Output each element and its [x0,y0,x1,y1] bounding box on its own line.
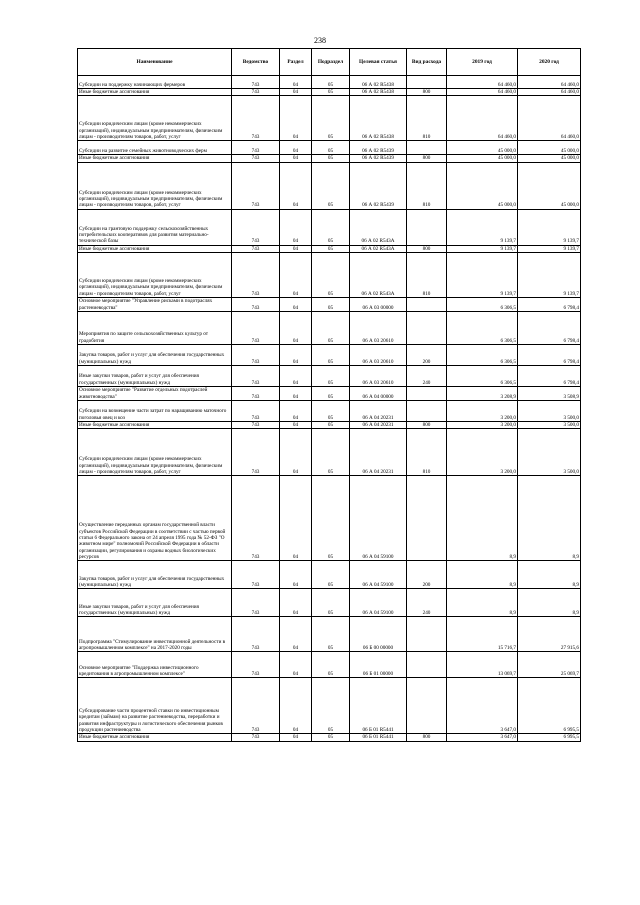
row-podrazdel: 05 [312,155,350,162]
row-expense-type [407,617,447,652]
row-target-article: 06 А 04 20231 [350,401,407,422]
row-vedomstvo: 743 [232,253,280,298]
row-razdel: 04 [280,734,312,741]
row-amount-2019: 64 460,0 [447,76,518,89]
row-amount-2019: 3 200,0 [447,401,518,422]
row-expense-type: 810 [407,429,447,476]
row-amount-2019: 64 460,0 [447,96,518,141]
row-target-article: 06 Б 01 00000 [350,652,407,678]
row-amount-2020: 45 000,0 [518,141,581,155]
row-podrazdel: 05 [312,366,350,387]
row-amount-2020: 6 995,5 [518,678,581,734]
row-target-article: 06 Б 01 R5441 [350,734,407,741]
row-name: Основное мероприятие "Развитие отдельных подотраслей животноводства" [78,387,232,401]
row-expense-type [407,209,447,245]
row-podrazdel: 05 [312,312,350,345]
row-name: Основное мероприятие "Поддержка инвестиционного кредитования в агропромышленном комплексе" [78,652,232,678]
row-vedomstvo: 743 [232,678,280,734]
row-razdel: 04 [280,141,312,155]
row-expense-type [407,298,447,312]
row-amount-2020: 6 995,5 [518,734,581,741]
row-amount-2019: 64 460,0 [447,89,518,96]
row-name: Осуществление переданных органам государственной власти субъектов Российской Федерации в соответствии с частью первой статьи 6 Федерального закона от 24 апреля 1995 года № 52-ФЗ "О животном мире" полномочий Российской Федерации в области организации, регулирования и охраны водных биологических ресурсов [78,476,232,561]
row-expense-type: 810 [407,253,447,298]
row-amount-2019: 15 716,7 [447,617,518,652]
row-target-article: 06 А 04 59100 [350,589,407,617]
budget-table [77,48,581,742]
row-name: Субсидии на развитие семейных животноводческих ферм [78,141,232,155]
row-razdel: 04 [280,401,312,422]
row-expense-type [407,401,447,422]
table-row [78,401,581,422]
row-razdel: 04 [280,589,312,617]
table-row [78,345,581,366]
row-amount-2019: 3 200,0 [447,429,518,476]
row-expense-type: 810 [407,96,447,141]
row-amount-2020: 64 460,0 [518,76,581,89]
row-vedomstvo: 743 [232,561,280,589]
row-vedomstvo: 743 [232,652,280,678]
row-name: Иные закупки товаров, работ и услуг для обеспечения государственных (муниципальных) нужд [78,589,232,617]
row-razdel: 04 [280,429,312,476]
row-razdel: 04 [280,253,312,298]
table-row [78,209,581,245]
row-podrazdel: 05 [312,387,350,401]
row-podrazdel: 05 [312,678,350,734]
row-amount-2020: 64 460,0 [518,89,581,96]
row-amount-2019: 8,9 [447,589,518,617]
row-expense-type: 810 [407,162,447,209]
row-razdel: 04 [280,652,312,678]
row-expense-type [407,652,447,678]
table-row [78,429,581,476]
table-row [78,561,581,589]
row-podrazdel: 05 [312,89,350,96]
row-amount-2020: 8,9 [518,476,581,561]
row-podrazdel: 05 [312,429,350,476]
row-name: Закупка товаров, работ и услуг для обеспечения государственных (муниципальных) нужд [78,561,232,589]
row-vedomstvo: 743 [232,387,280,401]
row-podrazdel: 05 [312,141,350,155]
row-podrazdel: 05 [312,561,350,589]
row-target-article: 06 А 04 59100 [350,476,407,561]
row-name: Мероприятия по защите сельскохозяйственных культур от градобития [78,312,232,345]
row-vedomstvo: 743 [232,476,280,561]
row-target-article: 06 Б 00 00000 [350,617,407,652]
row-target-article: 06 А 02 R5439 [350,162,407,209]
table-row [78,245,581,252]
row-name: Иные бюджетные ассигнования [78,422,232,429]
row-razdel: 04 [280,561,312,589]
row-name: Субсидии юридическим лицам (кроме некоммерческих организаций), индивидуальным предпринимателям, физическим лицам - производителям товаров, работ, услуг [78,429,232,476]
row-vedomstvo: 743 [232,162,280,209]
table-row [78,298,581,312]
row-expense-type: 800 [407,734,447,741]
row-amount-2020: 3 500,0 [518,422,581,429]
row-vedomstvo: 743 [232,89,280,96]
row-target-article: 06 А 03 20610 [350,366,407,387]
row-amount-2019: 3 647,0 [447,678,518,734]
row-vedomstvo: 743 [232,589,280,617]
header-expense-type: Вид расхода [407,49,447,76]
row-amount-2019: 6 306,5 [447,366,518,387]
row-target-article: 06 А 02 R543А [350,209,407,245]
row-razdel: 04 [280,366,312,387]
table-row [78,617,581,652]
row-vedomstvo: 743 [232,209,280,245]
row-podrazdel: 05 [312,253,350,298]
row-podrazdel: 05 [312,345,350,366]
row-expense-type: 800 [407,245,447,252]
row-podrazdel: 05 [312,162,350,209]
table-row [78,155,581,162]
row-amount-2020: 64 460,0 [518,96,581,141]
row-expense-type [407,141,447,155]
row-expense-type [407,678,447,734]
row-vedomstvo: 743 [232,298,280,312]
row-podrazdel: 05 [312,209,350,245]
row-target-article: 06 А 02 R5439 [350,141,407,155]
table-row [78,366,581,387]
row-target-article: 06 А 02 R5438 [350,76,407,89]
row-vedomstvo: 743 [232,245,280,252]
table-row [78,96,581,141]
row-podrazdel: 05 [312,734,350,741]
row-name: Основное мероприятие "Управление рисками в подотраслях растениеводства" [78,298,232,312]
row-target-article: 06 А 02 R543А [350,253,407,298]
row-podrazdel: 05 [312,422,350,429]
row-podrazdel: 05 [312,401,350,422]
table-row [78,312,581,345]
row-target-article: 06 А 04 59100 [350,561,407,589]
row-razdel: 04 [280,155,312,162]
row-target-article: 06 Б 01 R5441 [350,678,407,734]
table-row [78,422,581,429]
row-amount-2019: 9 139,7 [447,245,518,252]
row-name: Субсидии юридическим лицам (кроме некоммерческих организаций), индивидуальным предпринимателям, физическим лицам - производителям товаров, работ, услуг [78,96,232,141]
row-vedomstvo: 743 [232,366,280,387]
row-vedomstvo: 743 [232,429,280,476]
row-podrazdel: 05 [312,96,350,141]
table-row [78,141,581,155]
row-amount-2020: 6 798,4 [518,366,581,387]
row-razdel: 04 [280,89,312,96]
row-amount-2019: 3 200,0 [447,422,518,429]
row-vedomstvo: 743 [232,401,280,422]
row-amount-2020: 8,9 [518,561,581,589]
row-target-article: 06 А 04 20231 [350,422,407,429]
row-amount-2019: 8,9 [447,561,518,589]
row-vedomstvo: 743 [232,734,280,741]
table-row [78,734,581,741]
row-target-article: 06 А 02 R543А [350,245,407,252]
row-amount-2019: 6 306,5 [447,298,518,312]
row-razdel: 04 [280,678,312,734]
row-expense-type: 800 [407,155,447,162]
row-amount-2020: 3 500,0 [518,429,581,476]
row-name: Иные закупки товаров, работ и услуг для обеспечения государственных (муниципальных) нужд [78,366,232,387]
row-name: Субсидии юридическим лицам (кроме некоммерческих организаций), индивидуальным предпринимателям, физическим лицам - производителям товаров, работ, услуг [78,162,232,209]
row-amount-2019: 45 000,0 [447,162,518,209]
row-podrazdel: 05 [312,245,350,252]
header-vedomstvo: Ведомство [232,49,280,76]
row-razdel: 04 [280,387,312,401]
header-razdel: Раздел [280,49,312,76]
row-podrazdel: 05 [312,617,350,652]
row-podrazdel: 05 [312,298,350,312]
table-row [78,387,581,401]
row-amount-2019: 3 647,0 [447,734,518,741]
row-expense-type: 240 [407,366,447,387]
row-podrazdel: 05 [312,589,350,617]
row-expense-type [407,476,447,561]
row-amount-2020: 3 500,0 [518,401,581,422]
row-amount-2019: 13 069,7 [447,652,518,678]
row-razdel: 04 [280,298,312,312]
row-target-article: 06 А 04 00000 [350,387,407,401]
row-podrazdel: 05 [312,476,350,561]
row-amount-2020: 6 798,4 [518,345,581,366]
row-name: Иные бюджетные ассигнования [78,245,232,252]
row-amount-2019: 45 000,0 [447,155,518,162]
row-amount-2020: 9 139,7 [518,209,581,245]
table-row [78,253,581,298]
row-amount-2019: 45 000,0 [447,141,518,155]
row-razdel: 04 [280,617,312,652]
row-vedomstvo: 743 [232,96,280,141]
row-name: Закупка товаров, работ и услуг для обеспечения государственных (муниципальных) нужд [78,345,232,366]
row-amount-2020: 27 915,6 [518,617,581,652]
row-target-article: 06 А 02 R5438 [350,89,407,96]
header-podrazdel: Подраздел [312,49,350,76]
row-amount-2019: 8,9 [447,476,518,561]
row-vedomstvo: 743 [232,422,280,429]
row-name: Субсидии на поддержку начинающих фермеров [78,76,232,89]
row-expense-type [407,76,447,89]
row-expense-type: 200 [407,561,447,589]
row-razdel: 04 [280,345,312,366]
row-name: Подпрограмма "Стимулирование инвестиционной деятельности в агропромышленном комплексе" на 2017-2020 годы [78,617,232,652]
row-target-article: 06 А 03 20610 [350,312,407,345]
row-amount-2019: 9 139,7 [447,253,518,298]
row-name: Субсидии юридическим лицам (кроме некоммерческих организаций), индивидуальным предпринимателям, физическим лицам - производителям товаров, работ, услуг [78,253,232,298]
header-target-article: Целевая статья [350,49,407,76]
page-number: 238 [314,36,326,45]
table-header-row [78,49,581,76]
table-row [78,476,581,561]
row-podrazdel: 05 [312,652,350,678]
table-row [78,652,581,678]
header-year-2020: 2020 год [518,49,581,76]
row-vedomstvo: 743 [232,76,280,89]
row-expense-type [407,312,447,345]
row-podrazdel: 05 [312,76,350,89]
row-amount-2020: 45 000,0 [518,162,581,209]
table-body [78,76,581,742]
row-target-article: 06 А 03 00000 [350,298,407,312]
table-row [78,89,581,96]
table-row [78,678,581,734]
table-row [78,76,581,89]
row-name: Иные бюджетные ассигнования [78,89,232,96]
row-amount-2019: 6 306,5 [447,345,518,366]
row-name: Субсидии на возмещение части затрат по наращиванию маточного поголовья овец и коз [78,401,232,422]
row-razdel: 04 [280,422,312,429]
row-expense-type [407,387,447,401]
row-razdel: 04 [280,162,312,209]
table-row [78,162,581,209]
row-target-article: 06 А 03 20610 [350,345,407,366]
row-razdel: 04 [280,245,312,252]
row-amount-2020: 25 069,7 [518,652,581,678]
row-vedomstvo: 743 [232,617,280,652]
table-row [78,589,581,617]
row-amount-2019: 6 306,5 [447,312,518,345]
row-vedomstvo: 743 [232,312,280,345]
row-amount-2019: 9 139,7 [447,209,518,245]
row-vedomstvo: 743 [232,141,280,155]
header-year-2019: 2019 год [447,49,518,76]
row-vedomstvo: 743 [232,155,280,162]
row-amount-2020: 3 508,9 [518,387,581,401]
row-vedomstvo: 743 [232,345,280,366]
row-name: Иные бюджетные ассигнования [78,734,232,741]
row-amount-2020: 6 798,4 [518,312,581,345]
row-amount-2020: 45 000,0 [518,155,581,162]
row-razdel: 04 [280,209,312,245]
row-target-article: 06 А 02 R5439 [350,155,407,162]
row-name: Субсидии на грантовую поддержку сельскохозяйственных потребительских кооперативов для развития материально-технической базы [78,209,232,245]
row-target-article: 06 А 04 20231 [350,429,407,476]
row-amount-2020: 9 139,7 [518,245,581,252]
row-amount-2020: 9 139,7 [518,253,581,298]
row-amount-2020: 6 798,4 [518,298,581,312]
row-razdel: 04 [280,312,312,345]
row-name: Иные бюджетные ассигнования [78,155,232,162]
row-name: Субсидирование части процентной ставки по инвестиционным кредитам (займам) на развитие растениеводства, переработки и развития инфраструктуры и логистического обеспечения рынков продукции растениеводства [78,678,232,734]
row-target-article: 06 А 02 R5438 [350,96,407,141]
row-razdel: 04 [280,76,312,89]
row-razdel: 04 [280,476,312,561]
row-razdel: 04 [280,96,312,141]
row-amount-2020: 8,9 [518,589,581,617]
row-amount-2019: 3 208,9 [447,387,518,401]
row-expense-type: 800 [407,89,447,96]
row-expense-type: 200 [407,345,447,366]
row-expense-type: 240 [407,589,447,617]
row-expense-type: 800 [407,422,447,429]
header-name: Наименование [78,49,232,76]
